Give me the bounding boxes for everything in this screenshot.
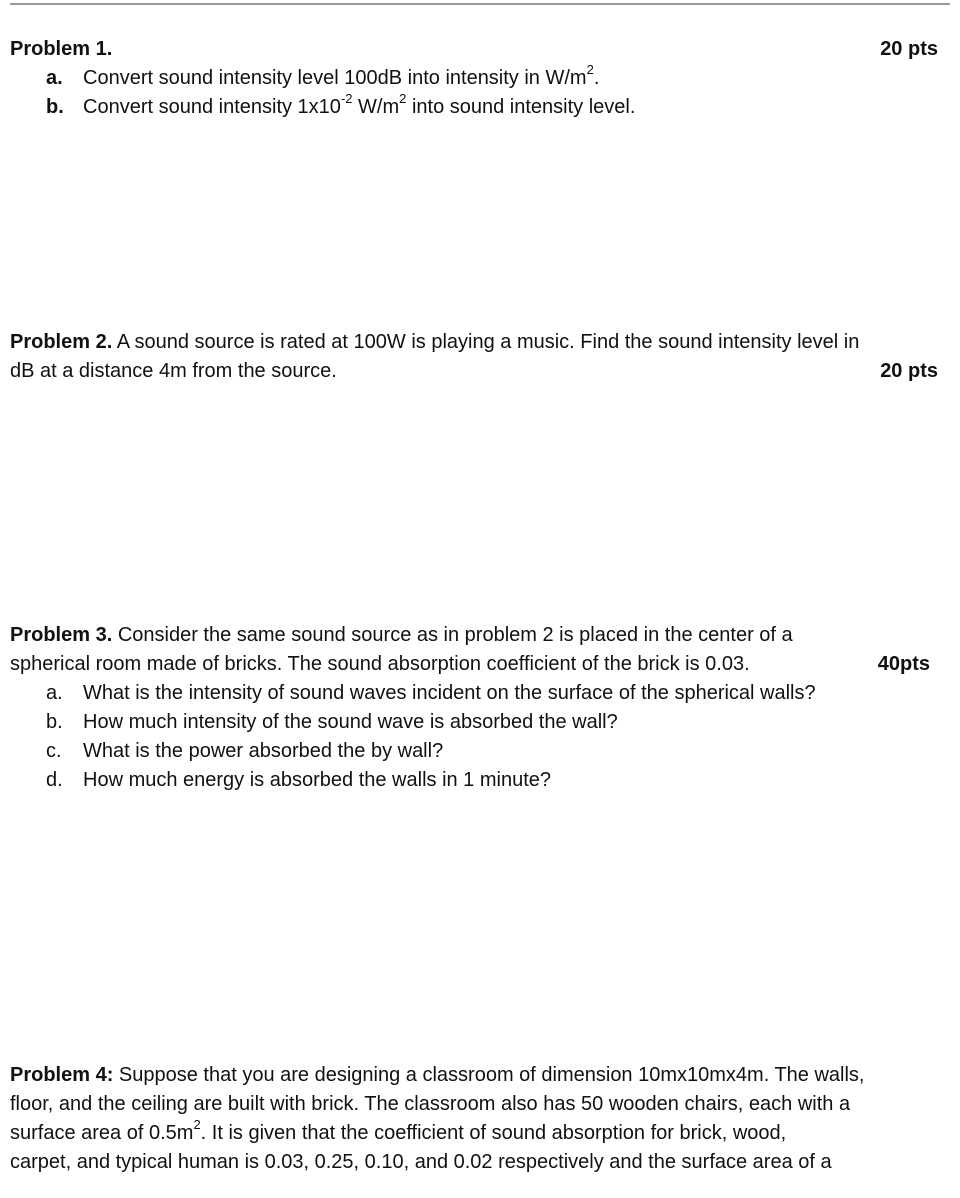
problem-1-points: 20 pts <box>880 38 938 60</box>
superscript: 2 <box>193 1117 201 1133</box>
item-marker: d. <box>46 769 63 791</box>
item-text: How much energy is absorbed the walls in 1 minute? <box>83 769 552 791</box>
item-marker: b. <box>46 711 63 733</box>
problem-2-text: dB at a distance 4m from the source. <box>10 360 337 382</box>
problem-3-item-a <box>10 679 938 708</box>
item-text: What is the power absorbed the by wall? <box>83 740 444 762</box>
item-text: Convert sound intensity 1x10 <box>83 96 341 118</box>
problem-4-text: . It is given that the coefficient of sound absorption for brick, wood, <box>200 1122 787 1144</box>
item-marker: c. <box>46 740 62 762</box>
item-text: W/m <box>352 96 400 118</box>
problem-3-points: 40pts <box>877 653 930 675</box>
problem-4-title: Problem 4: <box>10 1064 114 1086</box>
problem-3-line-1 <box>10 621 938 650</box>
problem-4-text: surface area of 0.5m <box>10 1122 194 1144</box>
problem-3-title: Problem 3. <box>10 624 113 646</box>
item-text: How much intensity of the sound wave is absorbed the wall? <box>83 711 618 733</box>
problem-4-line-2 <box>10 1090 938 1119</box>
problem-3-text: spherical room made of bricks. The sound absorption coefficient of the brick is 0.03. <box>10 653 750 675</box>
problem-4-line-3 <box>10 1119 938 1148</box>
superscript: 2 <box>399 91 407 107</box>
problem-4-text: floor, and the ceiling are built with brick. The classroom also has 50 wooden chairs, each with a <box>10 1093 851 1115</box>
problem-1-item-a <box>10 64 938 93</box>
problem-3-text: Consider the same sound source as in problem 2 is placed in the center of a <box>112 624 793 646</box>
problem-4-text: Suppose that you are designing a classroom of dimension 10mx10mx4m. The walls, <box>113 1064 865 1086</box>
problem-3-item-c <box>10 737 938 766</box>
problem-4 <box>10 1061 938 1177</box>
superscript: 2 <box>586 62 594 78</box>
item-text: What is the intensity of sound waves incident on the surface of the spherical walls? <box>83 682 816 704</box>
problem-1-header <box>10 35 938 64</box>
problem-1-item-b <box>10 93 938 122</box>
item-marker: a. <box>46 67 63 89</box>
item-text: Convert sound intensity level 100dB into intensity in W/m <box>83 67 587 89</box>
problem-2-points: 20 pts <box>880 360 938 382</box>
item-marker: a. <box>46 682 63 704</box>
problem-2 <box>10 328 938 386</box>
problem-3-item-d <box>10 766 938 795</box>
problem-4-text: carpet, and typical human is 0.03, 0.25, 0.10, and 0.02 respectively and the surface area of a <box>10 1151 832 1173</box>
item-text: into sound intensity level. <box>406 96 636 118</box>
problem-1-title: Problem 1. <box>10 38 113 60</box>
item-text: . <box>593 67 600 89</box>
problem-3-line-2 <box>10 650 938 679</box>
problem-2-text: A sound source is rated at 100W is playing a music. Find the sound intensity level in <box>112 331 860 353</box>
problem-3-item-b <box>10 708 938 737</box>
problem-3 <box>10 621 938 795</box>
problem-2-title: Problem 2. <box>10 331 113 353</box>
problem-2-line-1 <box>10 328 938 357</box>
problem-4-line-1 <box>10 1061 938 1090</box>
problem-4-line-4 <box>10 1148 938 1177</box>
top-divider <box>10 3 950 5</box>
item-marker: b. <box>46 96 64 118</box>
problem-1 <box>10 35 938 122</box>
superscript: -2 <box>340 91 353 107</box>
problem-2-line-2 <box>10 357 938 386</box>
